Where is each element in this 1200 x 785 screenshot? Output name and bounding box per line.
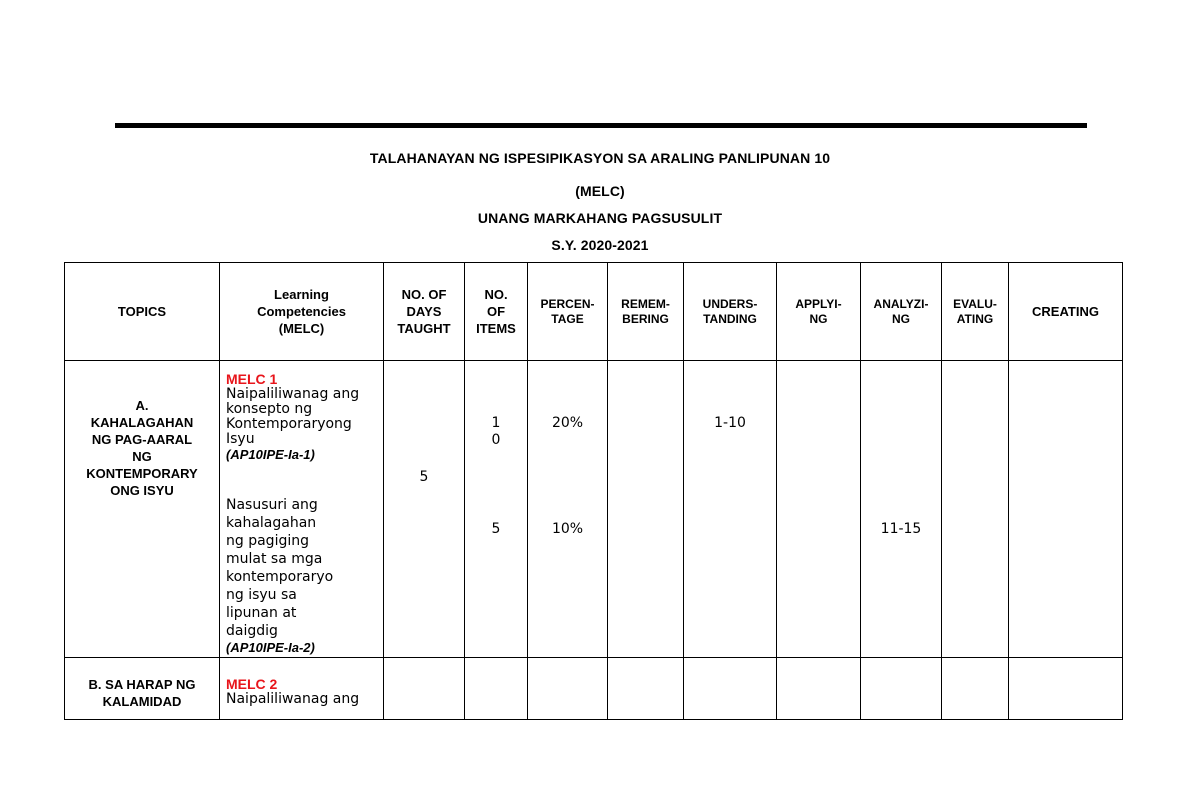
analyzing-cell: [861, 361, 942, 658]
col-creating: CREATING: [1009, 263, 1123, 361]
document-subtitle-exam: UNANG MARKAHANG PAGSUSULIT: [477, 210, 723, 226]
percentage-cell: [528, 658, 608, 720]
document-subtitle-melc: (MELC): [575, 183, 625, 199]
col-topics: TOPICS: [65, 263, 220, 361]
topic-cell: [65, 361, 220, 658]
items-value-2: 5: [491, 521, 501, 537]
topic-cell: [65, 658, 220, 720]
competency-1-code: (AP10IPE-Ia-1): [226, 447, 315, 462]
understanding-value-1: 1-10: [714, 415, 746, 431]
percentage-value-2: 10%: [551, 521, 584, 537]
school-year: S.Y. 2020-2021: [551, 237, 649, 253]
items-cell: [465, 658, 528, 720]
competency-cell: [220, 658, 384, 720]
percentage-cell: [528, 361, 608, 658]
analyzing-value-2: 11-15: [880, 521, 922, 537]
items-cell: [465, 361, 528, 658]
col-analyzing: ANALYZI- NG: [861, 263, 942, 361]
days-taught-value: 5: [419, 469, 429, 485]
col-competencies: Learning Competencies (MELC): [220, 263, 384, 361]
competency-b-text: Naipaliliwanag ang: [226, 691, 360, 707]
col-understanding: UNDERS- TANDING: [684, 263, 777, 361]
col-evaluating: EVALU- ATING: [942, 263, 1009, 361]
remembering-cell: [608, 658, 684, 720]
specification-table: [64, 262, 1123, 720]
days-cell: [384, 361, 465, 658]
remembering-cell: [608, 361, 684, 658]
items-value-1: 1 0: [491, 415, 501, 448]
melc-2-label: MELC 2: [226, 676, 278, 692]
topic-a-label: A. KAHALAGAHAN NG PAG-AARAL NG KONTEMPORARY ONG ISYU: [86, 398, 198, 498]
competency-1-text: Naipaliliwanag ang konsepto ng Kontemporaryong Isyu: [226, 386, 360, 447]
col-no-of-items: NO. OF ITEMS: [465, 263, 528, 361]
understanding-cell: [684, 658, 777, 720]
evaluating-cell: [942, 658, 1009, 720]
competency-cell: [220, 361, 384, 658]
creating-cell: [1009, 658, 1123, 720]
applying-cell: [777, 658, 861, 720]
table-row: [65, 658, 1123, 720]
applying-cell: [777, 361, 861, 658]
competency-2-text: Nasusuri ang kahalagahan ng pagiging mulat sa mga kontemporaryo ng isyu sa lipunan at daigdig (AP10IPE-Ia-2): [226, 496, 381, 656]
col-percentage: PERCEN- TAGE: [528, 263, 608, 361]
competency-2-code: (AP10IPE-Ia-2): [226, 640, 315, 655]
melc-1-label: MELC 1: [226, 371, 278, 387]
analyzing-cell: [861, 658, 942, 720]
table-row: [65, 361, 1123, 658]
evaluating-cell: [942, 361, 1009, 658]
col-applying: APPLYI- NG: [777, 263, 861, 361]
percentage-value-1: 20%: [551, 415, 584, 431]
topic-b-label: B. SA HARAP NG KALAMIDAD: [88, 677, 196, 709]
col-days-taught: NO. OF DAYS TAUGHT: [384, 263, 465, 361]
creating-cell: [1009, 361, 1123, 658]
col-remembering: REMEM- BERING: [608, 263, 684, 361]
days-cell: [384, 658, 465, 720]
document-title: TALAHANAYAN NG ISPESIPIKASYON SA ARALING PANLIPUNAN 10: [369, 150, 831, 166]
understanding-cell: [684, 361, 777, 658]
top-rule: [115, 123, 1087, 128]
table-header-row: [65, 263, 1123, 361]
